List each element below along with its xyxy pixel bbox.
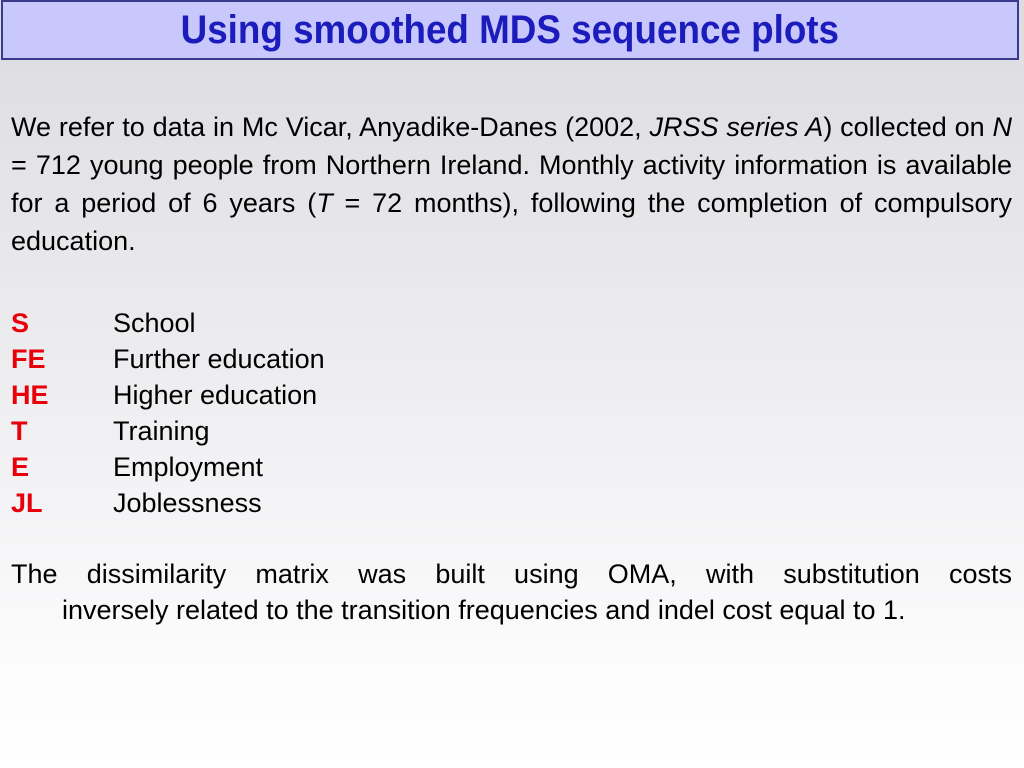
n-variable: N xyxy=(992,112,1012,142)
closing-line-2: inversely related to the transition frequencies and indel cost equal to 1. xyxy=(62,595,906,625)
legend-label: Training xyxy=(113,415,210,446)
legend-item xyxy=(11,485,611,521)
slide-title: Using smoothed MDS sequence plots xyxy=(180,7,840,52)
intro-paragraph xyxy=(11,108,1012,260)
title-bar xyxy=(1,0,1019,60)
legend-item xyxy=(11,341,611,377)
legend-label: Further education xyxy=(113,343,325,374)
legend-item xyxy=(11,305,611,341)
legend-code: JL xyxy=(11,487,43,518)
legend-label: Higher education xyxy=(113,379,318,410)
legend-item xyxy=(11,413,611,449)
intro-text-4: = 72 months), following the completion of compulsory education. xyxy=(11,188,1012,256)
journal-name: JRSS series A xyxy=(649,112,824,142)
intro-text-3: = 712 young people from Northern Ireland. Monthly activity information is available for a period of 6 years ( xyxy=(11,150,1012,218)
legend-code: FE xyxy=(11,343,46,374)
legend-item xyxy=(11,449,611,485)
legend-label: School xyxy=(113,307,196,338)
legend-code: HE xyxy=(11,379,49,410)
legend-label: Employment xyxy=(113,451,264,482)
legend-label: Joblessness xyxy=(113,487,262,518)
t-variable: T xyxy=(316,188,333,218)
legend-code: E xyxy=(11,451,30,482)
intro-text-1: We refer to data in Mc Vicar, Anyadike-Danes (2002, xyxy=(11,112,650,142)
activity-legend xyxy=(11,305,611,521)
closing-line-1: The dissimilarity matrix was built using OMA, with substitution costs xyxy=(11,559,1012,589)
legend-code: S xyxy=(11,307,30,338)
legend-item xyxy=(11,377,611,413)
closing-paragraph xyxy=(11,556,1012,628)
intro-text-2: ) collected on xyxy=(823,112,993,142)
legend-code: T xyxy=(11,415,28,446)
